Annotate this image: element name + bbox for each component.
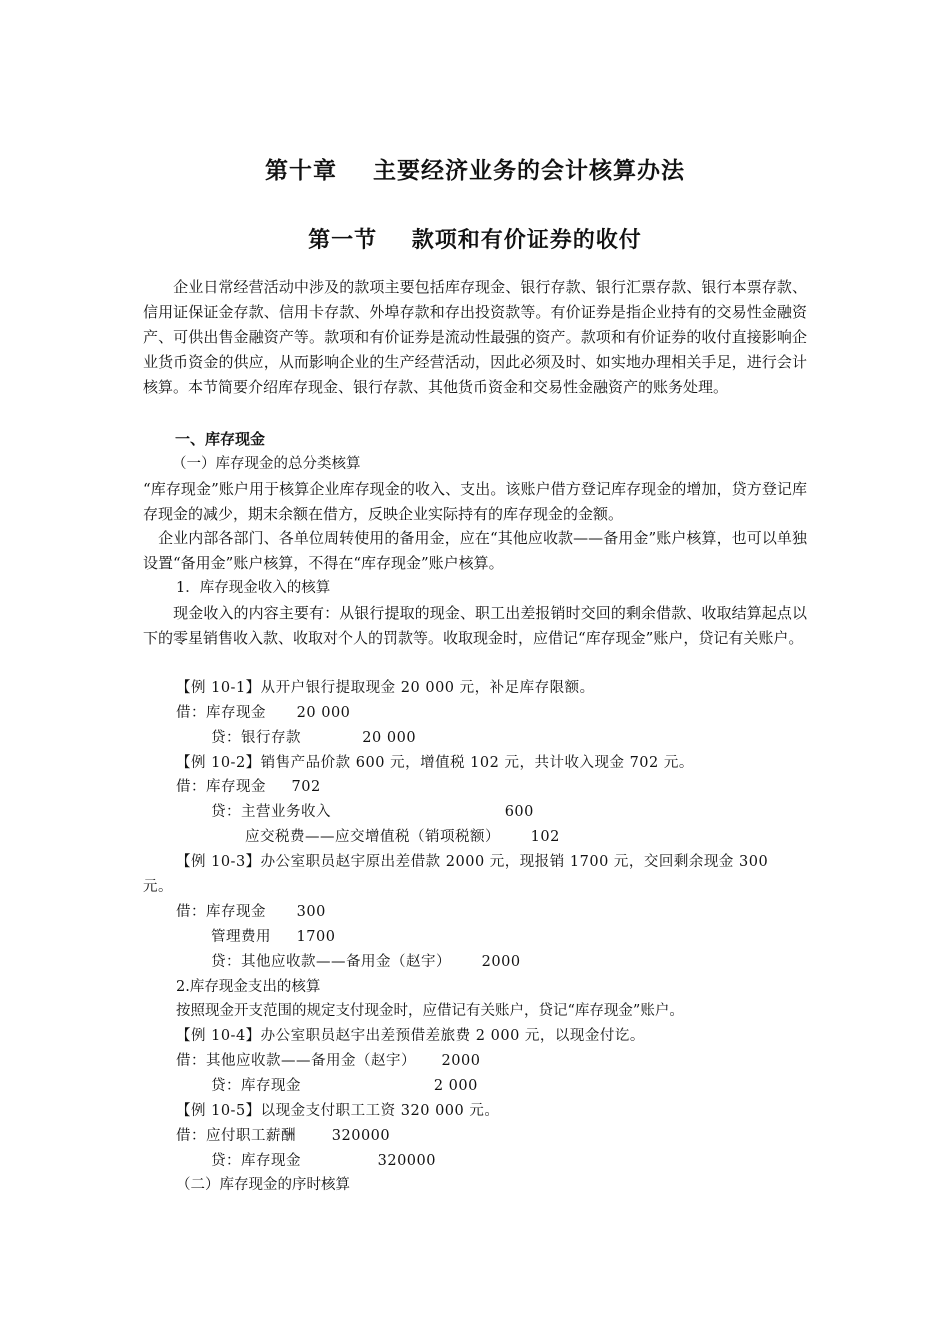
example-10-3-cont: 元。 <box>143 879 173 895</box>
cash-account-paragraph: “库存现金”账户用于核算企业库存现金的收入、支出。该账户借方登记库存现金的增加，贷方登记库存现金的减少，期末余额在借方，反映企业实际持有的库存现金的金额。 <box>143 480 807 523</box>
item-cash-income: 1．库存现金收入的核算 <box>176 580 331 596</box>
example-10-1-debit: 借：库存现金 20 000 <box>176 705 351 721</box>
chapter-title: 第十章 主要经济业务的会计核算办法 <box>264 158 686 184</box>
example-10-4-debit: 借：其他应收款——备用金（赵宇） 2000 <box>176 1053 481 1069</box>
intro-paragraph: 企业日常经营活动中涉及的款项主要包括库存现金、银行存款、银行汇票存款、银行本票存款、信用证保证金存款、信用卡存款、外埠存款和存出投资款等。有价证券是指企业持有的交易性金融资产、可供出售金融资产等。款项和有价证券是流动性最强的资产。款项和有价证券的收付直接影响企业货币资金的供应，从而影响企业的生产经营活动，因此必须及时、如实地办理相关手足，进行会计核算。本节简要介绍库存现金、银行存款、其他货币资金和交易性金融资产的账务处理。 <box>143 278 807 396</box>
example-10-3-credit: 贷：其他应收款——备用金（赵宇） 2000 <box>211 954 521 970</box>
example-10-5-credit: 贷：库存现金 320000 <box>211 1153 436 1169</box>
example-10-2-credit-2: 应交税费——应交增值税（销项税额） 102 <box>245 829 560 845</box>
example-10-2: 【例 10-2】销售产品价款 600 元，增值税 102 元，共计收入现金 702 元。 <box>176 755 694 771</box>
example-10-2-credit-1: 贷：主营业务收入 600 <box>211 804 534 820</box>
example-10-1: 【例 10-1】从开户银行提取现金 20 000 元，补足库存限额。 <box>176 680 595 696</box>
subheading-general-ledger: （一）库存现金的总分类核算 <box>172 456 361 472</box>
petty-cash-paragraph: 企业内部各部门、各单位周转使用的备用金，应在“其他应收款——备用金”账户核算，也可以单独设置“备用金”账户核算，不得在“库存现金”账户核算。 <box>143 529 807 572</box>
example-10-4-credit: 贷：库存现金 2 000 <box>211 1078 478 1094</box>
section-title: 第一节 款项和有价证券的收付 <box>308 228 642 253</box>
example-10-3-debit-2: 管理费用 1700 <box>211 929 336 945</box>
cash-income-paragraph: 现金收入的内容主要有：从银行提取的现金、职工出差报销时交回的剩余借款、收取结算起点以下的零星销售收入款、收取对个人的罚款等。收取现金时，应借记“库存现金”账户，贷记有关账户。 <box>143 604 807 647</box>
cash-expense-paragraph: 按照现金开支范围的规定支付现金时，应借记有关账户，贷记“库存现金”账户。 <box>176 1003 684 1019</box>
item-cash-expense: 2.库存现金支出的核算 <box>176 979 321 995</box>
example-10-3: 【例 10-3】办公室职员赵宇原出差借款 2000 元，现报销 1700 元，交回剩余现金 300 <box>176 854 769 870</box>
example-10-5: 【例 10-5】以现金支付职工工资 320 000 元。 <box>176 1103 500 1119</box>
example-10-5-debit: 借：应付职工薪酬 320000 <box>176 1128 391 1144</box>
subheading-journal: （二）库存现金的序时核算 <box>176 1177 350 1193</box>
example-10-2-debit: 借：库存现金 702 <box>176 779 321 795</box>
heading-cash: 一、库存现金 <box>175 430 266 448</box>
example-10-4: 【例 10-4】办公室职员赵宇出差预借差旅费 2 000 元，以现金付讫。 <box>176 1028 645 1044</box>
example-10-1-credit: 贷：银行存款 20 000 <box>211 730 417 746</box>
example-10-3-debit-1: 借：库存现金 300 <box>176 904 326 920</box>
